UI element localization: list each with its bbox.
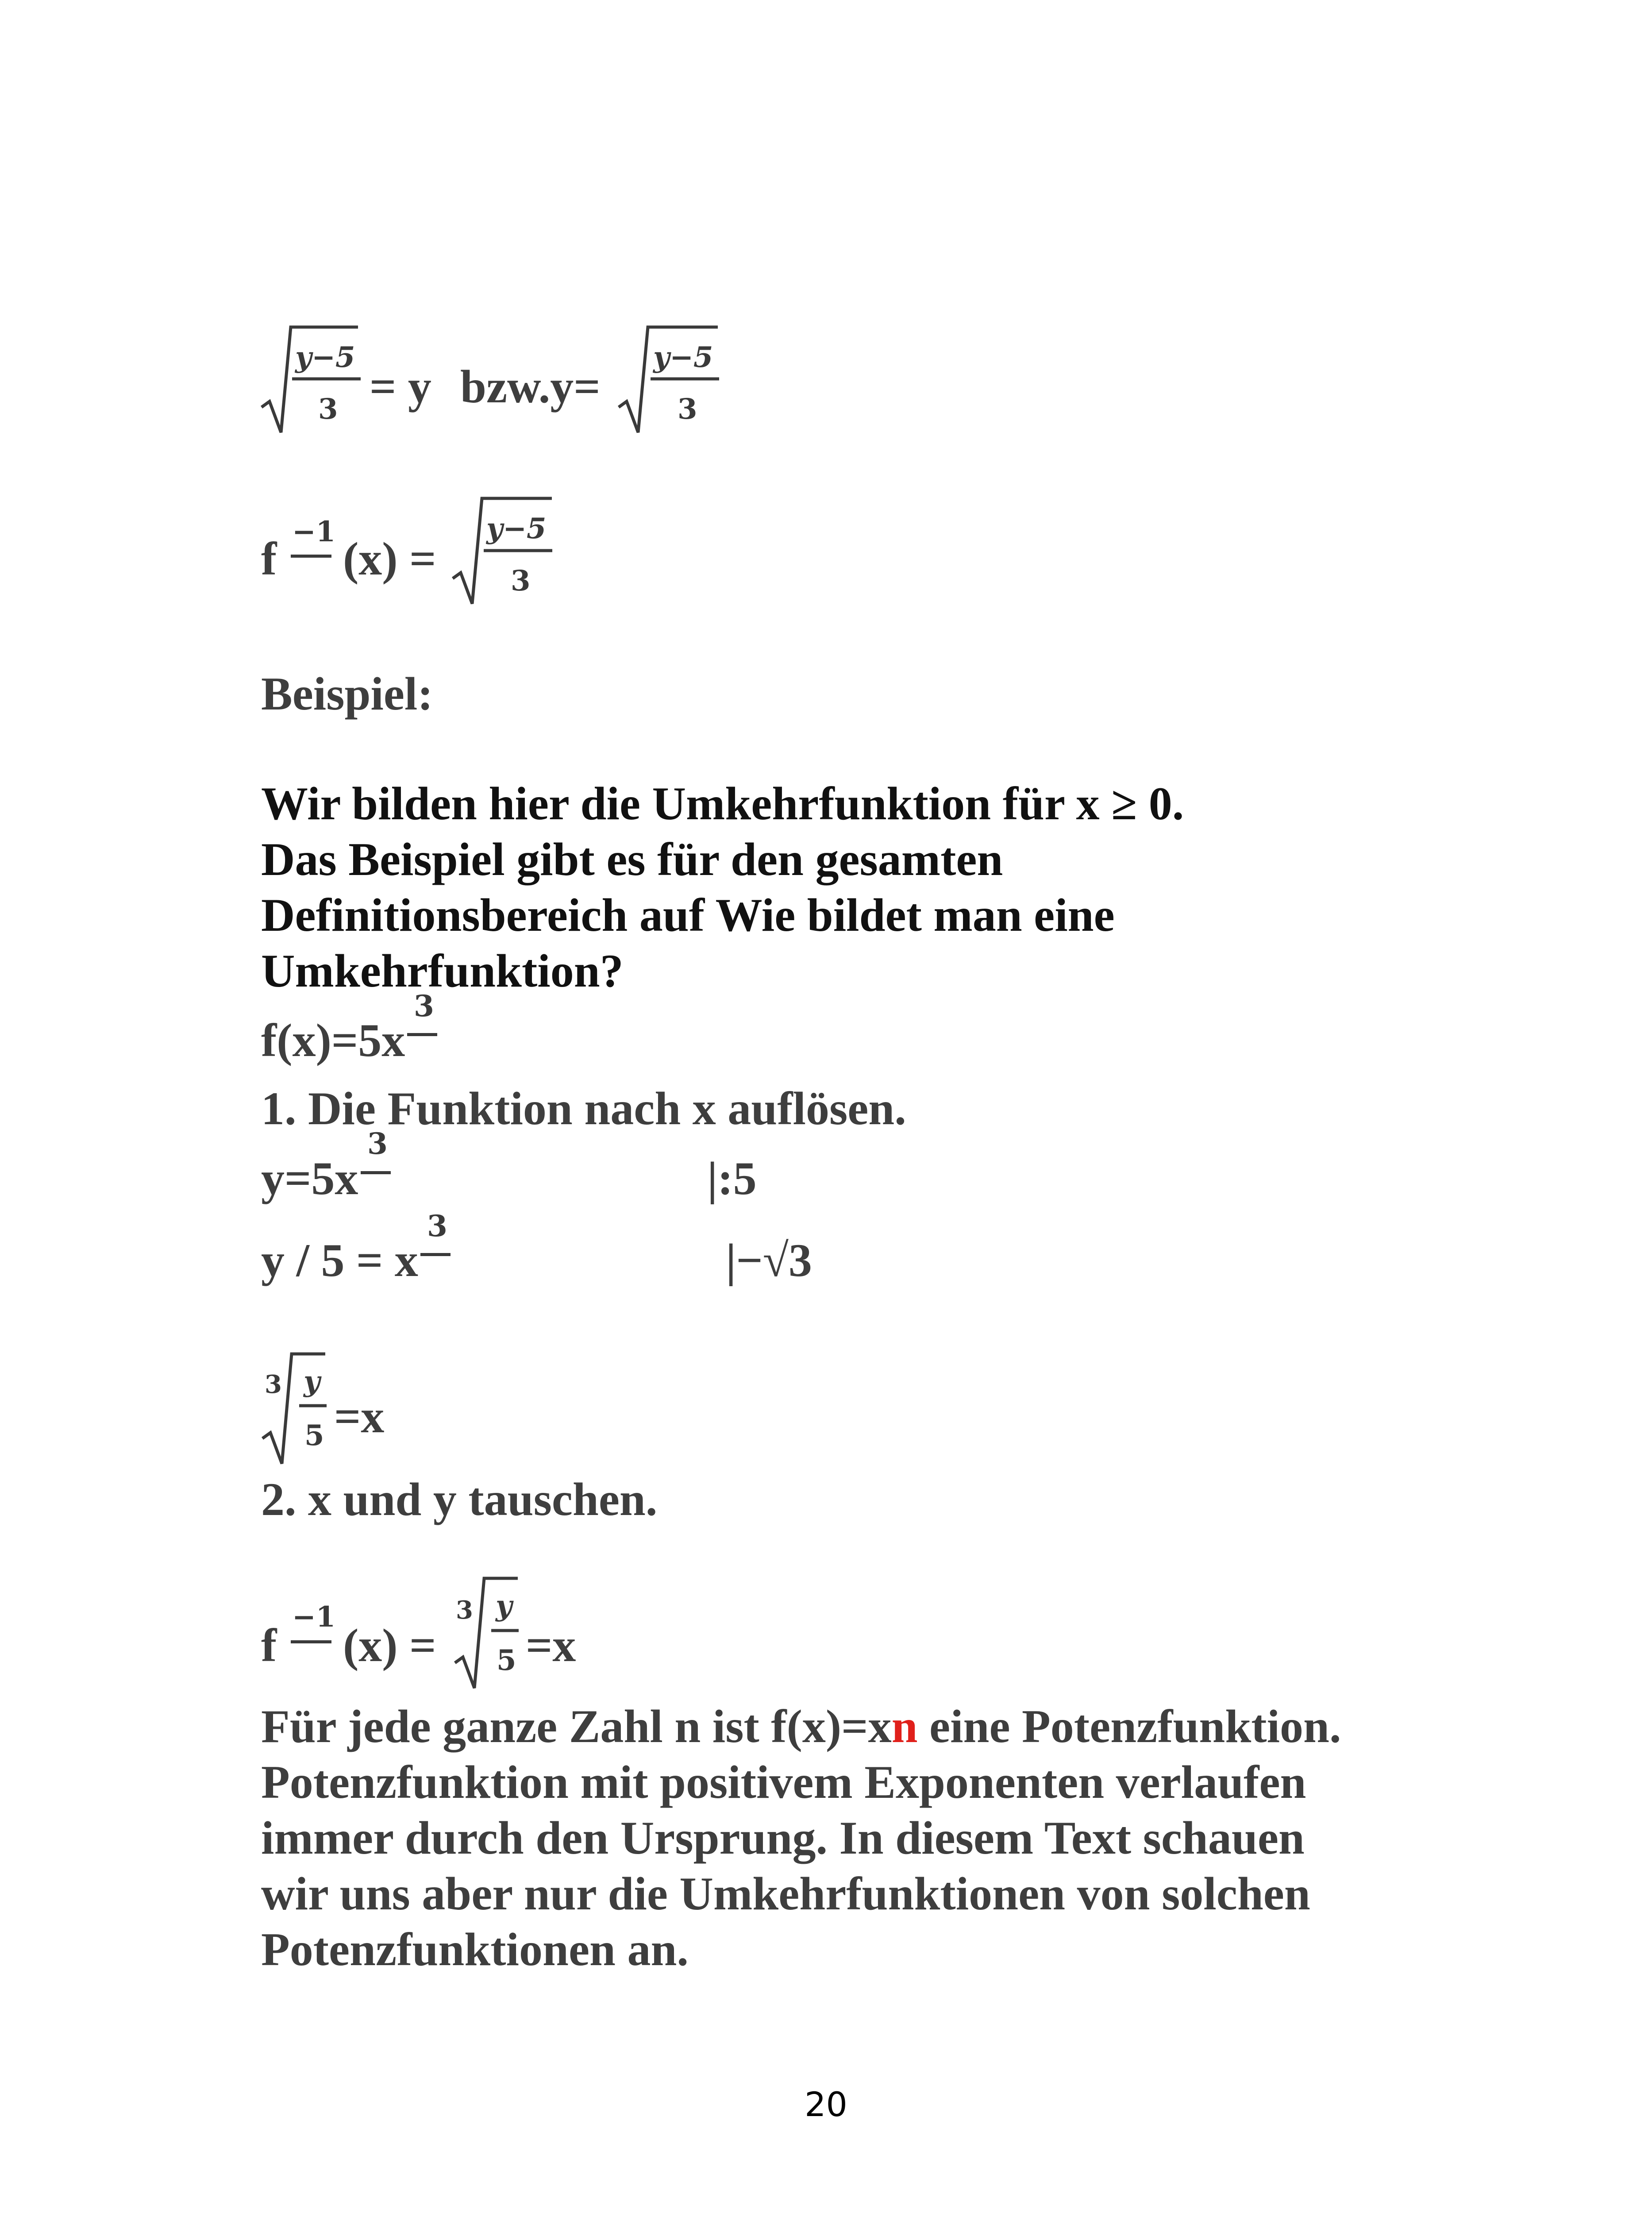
equation-y-5x3: y=5x — [261, 1153, 358, 1204]
beispiel-heading: Beispiel: — [261, 668, 433, 720]
numerator-y-minus-5: y−5 — [653, 341, 713, 374]
fraction-bar-3 — [484, 549, 555, 553]
intro-paragraph — [261, 776, 1184, 999]
fraction-bar-2 — [651, 377, 721, 382]
exponent-minus-one: −1 — [292, 1600, 336, 1634]
closing-line-post: eine Potenzfunktion. — [917, 1700, 1341, 1752]
root-index-3: 3 — [265, 1370, 282, 1399]
equals-x-text: =x — [526, 1619, 576, 1671]
exponent-3: 3 — [427, 1209, 447, 1243]
exponent-minus-one: −1 — [292, 515, 336, 548]
function-f: f — [261, 1619, 277, 1671]
numerator-y: y — [304, 1365, 320, 1398]
intro-line: Umkehrfunktion? — [261, 945, 624, 997]
intro-line: Definitionsbereich auf Wie bildet man eine — [261, 889, 1115, 941]
fraction-bar-4 — [299, 1404, 330, 1408]
numerator-y: y — [496, 1589, 512, 1623]
numerator-y-minus-5: y−5 — [295, 341, 355, 374]
operation-cube-root: |−√3 — [726, 1234, 812, 1286]
function-f: f — [261, 533, 277, 585]
denominator-5: 5 — [304, 1419, 324, 1452]
equals-x-text: =x — [334, 1391, 385, 1442]
exponent-bar — [361, 1171, 391, 1174]
equals-y-text: = y — [370, 361, 431, 413]
closing-paragraph — [261, 1699, 1341, 1978]
denominator-5: 5 — [497, 1644, 516, 1677]
step1-heading: 1. Die Funktion nach x auflösen. — [261, 1083, 906, 1134]
fraction-bar-5 — [491, 1629, 522, 1633]
exponent-3: 3 — [367, 1126, 388, 1161]
fraction-bar-1 — [292, 377, 363, 382]
function-definition: f(x)=5x — [261, 1014, 405, 1066]
denominator-3: 3 — [678, 393, 697, 426]
closing-line-pre: Für jede ganze Zahl n ist f(x)=x — [261, 1700, 892, 1752]
argument-x-equals: (x) = — [343, 1619, 436, 1671]
closing-line — [261, 1699, 1341, 1754]
closing-line: Potenzfunktion mit positivem Exponenten verlaufen — [261, 1756, 1306, 1808]
exponent-bar — [407, 1033, 437, 1036]
highlight-n: n — [891, 1700, 918, 1752]
numerator-y-minus-5: y−5 — [486, 512, 547, 545]
denominator-3: 3 — [511, 564, 531, 598]
intro-line: Das Beispiel gibt es für den gesamten — [261, 833, 1003, 885]
exponent-bar — [420, 1253, 451, 1256]
intro-line: Wir bilden hier die Umkehrfunktion für x ≥ 0. — [261, 778, 1184, 829]
equation-y-over-5: y / 5 = x — [261, 1234, 418, 1286]
exponent-3: 3 — [414, 989, 434, 1023]
exponent-bar — [291, 1640, 331, 1643]
root-index-3: 3 — [456, 1596, 473, 1625]
closing-line: Potenzfunktionen an. — [261, 1924, 689, 1975]
page-number: 20 — [805, 2085, 847, 2124]
exponent-bar — [291, 555, 331, 558]
closing-line: immer durch den Ursprung. In diesem Text schauen — [261, 1812, 1305, 1864]
operation-divide-5: |:5 — [707, 1153, 757, 1204]
step2-heading: 2. x und y tauschen. — [261, 1473, 658, 1525]
argument-x-equals: (x) = — [343, 533, 436, 585]
denominator-3: 3 — [318, 393, 338, 426]
bzw-text: bzw.y= — [460, 361, 601, 413]
closing-line: wir uns aber nur die Umkehrfunktionen von solchen — [261, 1868, 1310, 1920]
